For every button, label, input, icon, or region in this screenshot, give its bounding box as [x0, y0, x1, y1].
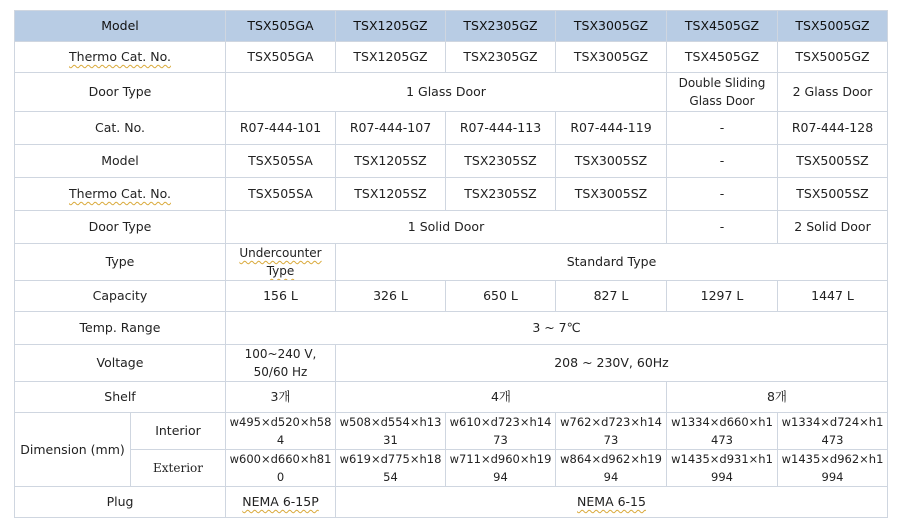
dimension-exterior-row — [15, 450, 888, 487]
table-cell: 1447 L — [778, 281, 888, 312]
plug-span — [336, 487, 888, 518]
plug-first — [226, 487, 336, 518]
temp-row — [15, 312, 888, 345]
table-cell: w619×d775×h1854 — [336, 450, 446, 487]
type-row — [15, 244, 888, 281]
table-cell: TSX2305GZ — [446, 42, 556, 73]
table-cell: TSX2305SZ — [446, 178, 556, 211]
solid-model-label: Model — [15, 145, 226, 178]
header-label: Model — [15, 11, 226, 42]
header-model-2: TSX1205GZ — [336, 11, 446, 42]
temp-value: 3 ~ 7℃ — [226, 312, 888, 345]
table-cell: 650 L — [446, 281, 556, 312]
solid-door-dash: - — [667, 211, 778, 244]
glass-door-row — [15, 73, 888, 112]
table-cell: TSX1205SZ — [336, 145, 446, 178]
table-cell: TSX3005GZ — [556, 42, 667, 73]
table-cell: R07-444-119 — [556, 112, 667, 145]
table-cell: TSX5005SZ — [778, 145, 888, 178]
glass-cat-label: Cat. No. — [15, 112, 226, 145]
voltage-row — [15, 345, 888, 382]
table-cell: TSX3005SZ — [556, 145, 667, 178]
table-cell: w508×d554×h1331 — [336, 413, 446, 450]
table-cell: 326 L — [336, 281, 446, 312]
table-cell: - — [667, 178, 778, 211]
shelf-mid: 4개 — [336, 382, 667, 413]
table-cell: w864×d962×h1994 — [556, 450, 667, 487]
header-model-4: TSX3005GZ — [556, 11, 667, 42]
voltage-span: 208 ~ 230V, 60Hz — [336, 345, 888, 382]
table-cell: R07-444-101 — [226, 112, 336, 145]
solid-thermo-label — [15, 178, 226, 211]
solid-model-row — [15, 145, 888, 178]
header-model-5: TSX4505GZ — [667, 11, 778, 42]
capacity-row — [15, 281, 888, 312]
solid-door-row — [15, 211, 888, 244]
header-model-6: TSX5005GZ — [778, 11, 888, 42]
spec-table — [14, 10, 888, 518]
table-cell: w1435×d962×h1994 — [778, 450, 888, 487]
glass-cat-row — [15, 112, 888, 145]
table-cell: TSX505SA — [226, 178, 336, 211]
voltage-label: Voltage — [15, 345, 226, 382]
table-cell: TSX1205SZ — [336, 178, 446, 211]
table-cell: TSX5005SZ — [778, 178, 888, 211]
table-cell: TSX2305SZ — [446, 145, 556, 178]
glass-door-double: Double Sliding Glass Door — [667, 73, 778, 112]
shelf-label: Shelf — [15, 382, 226, 413]
table-cell: w711×d960×h1994 — [446, 450, 556, 487]
table-cell: w1334×d724×h1473 — [778, 413, 888, 450]
plug-row — [15, 487, 888, 518]
type-label: Type — [15, 244, 226, 281]
table-cell: 827 L — [556, 281, 667, 312]
type-span: Standard Type — [336, 244, 888, 281]
solid-door-label: Door Type — [15, 211, 226, 244]
table-cell: R07-444-128 — [778, 112, 888, 145]
voltage-first: 100~240 V, 50/60 Hz — [226, 345, 336, 382]
solid-door-span: 1 Solid Door — [226, 211, 667, 244]
shelf-first: 3개 — [226, 382, 336, 413]
table-cell: - — [667, 145, 778, 178]
table-cell: - — [667, 112, 778, 145]
table-cell: R07-444-113 — [446, 112, 556, 145]
capacity-label: Capacity — [15, 281, 226, 312]
dimension-interior-row — [15, 413, 888, 450]
glass-door-two: 2 Glass Door — [778, 73, 888, 112]
exterior-label: Exterior — [131, 450, 226, 487]
type-first-text: Undercounter Type — [239, 246, 322, 278]
shelf-last: 8개 — [667, 382, 888, 413]
table-cell: R07-444-107 — [336, 112, 446, 145]
plug-first-text: NEMA 6-15P — [242, 494, 319, 509]
interior-label: Interior — [131, 413, 226, 450]
solid-thermo-label-text: Thermo Cat. No. — [69, 186, 171, 201]
table-cell: w762×d723×h1473 — [556, 413, 667, 450]
header-row — [15, 11, 888, 42]
table-cell: w495×d520×h584 — [226, 413, 336, 450]
table-cell: w600×d660×h810 — [226, 450, 336, 487]
plug-label: Plug — [15, 487, 226, 518]
header-model-1: TSX505GA — [226, 11, 336, 42]
header-model-3: TSX2305GZ — [446, 11, 556, 42]
glass-thermo-row — [15, 42, 888, 73]
table-cell: TSX1205GZ — [336, 42, 446, 73]
glass-thermo-label — [15, 42, 226, 73]
table-cell: 156 L — [226, 281, 336, 312]
temp-label: Temp. Range — [15, 312, 226, 345]
plug-span-text: NEMA 6-15 — [577, 494, 646, 509]
table-cell: w1334×d660×h1473 — [667, 413, 778, 450]
spec-table-container — [14, 10, 887, 518]
glass-door-span: 1 Glass Door — [226, 73, 667, 112]
glass-door-label: Door Type — [15, 73, 226, 112]
glass-thermo-label-text: Thermo Cat. No. — [69, 49, 171, 64]
solid-thermo-row — [15, 178, 888, 211]
table-cell: TSX3005SZ — [556, 178, 667, 211]
table-cell: w1435×d931×h1994 — [667, 450, 778, 487]
shelf-row — [15, 382, 888, 413]
table-cell: TSX505GA — [226, 42, 336, 73]
table-cell: TSX4505GZ — [667, 42, 778, 73]
table-cell: w610×d723×h1473 — [446, 413, 556, 450]
table-cell: TSX505SA — [226, 145, 336, 178]
solid-door-two: 2 Solid Door — [778, 211, 888, 244]
table-cell: TSX5005GZ — [778, 42, 888, 73]
dimension-label: Dimension (mm) — [15, 413, 131, 487]
table-cell: 1297 L — [667, 281, 778, 312]
type-first — [226, 244, 336, 281]
